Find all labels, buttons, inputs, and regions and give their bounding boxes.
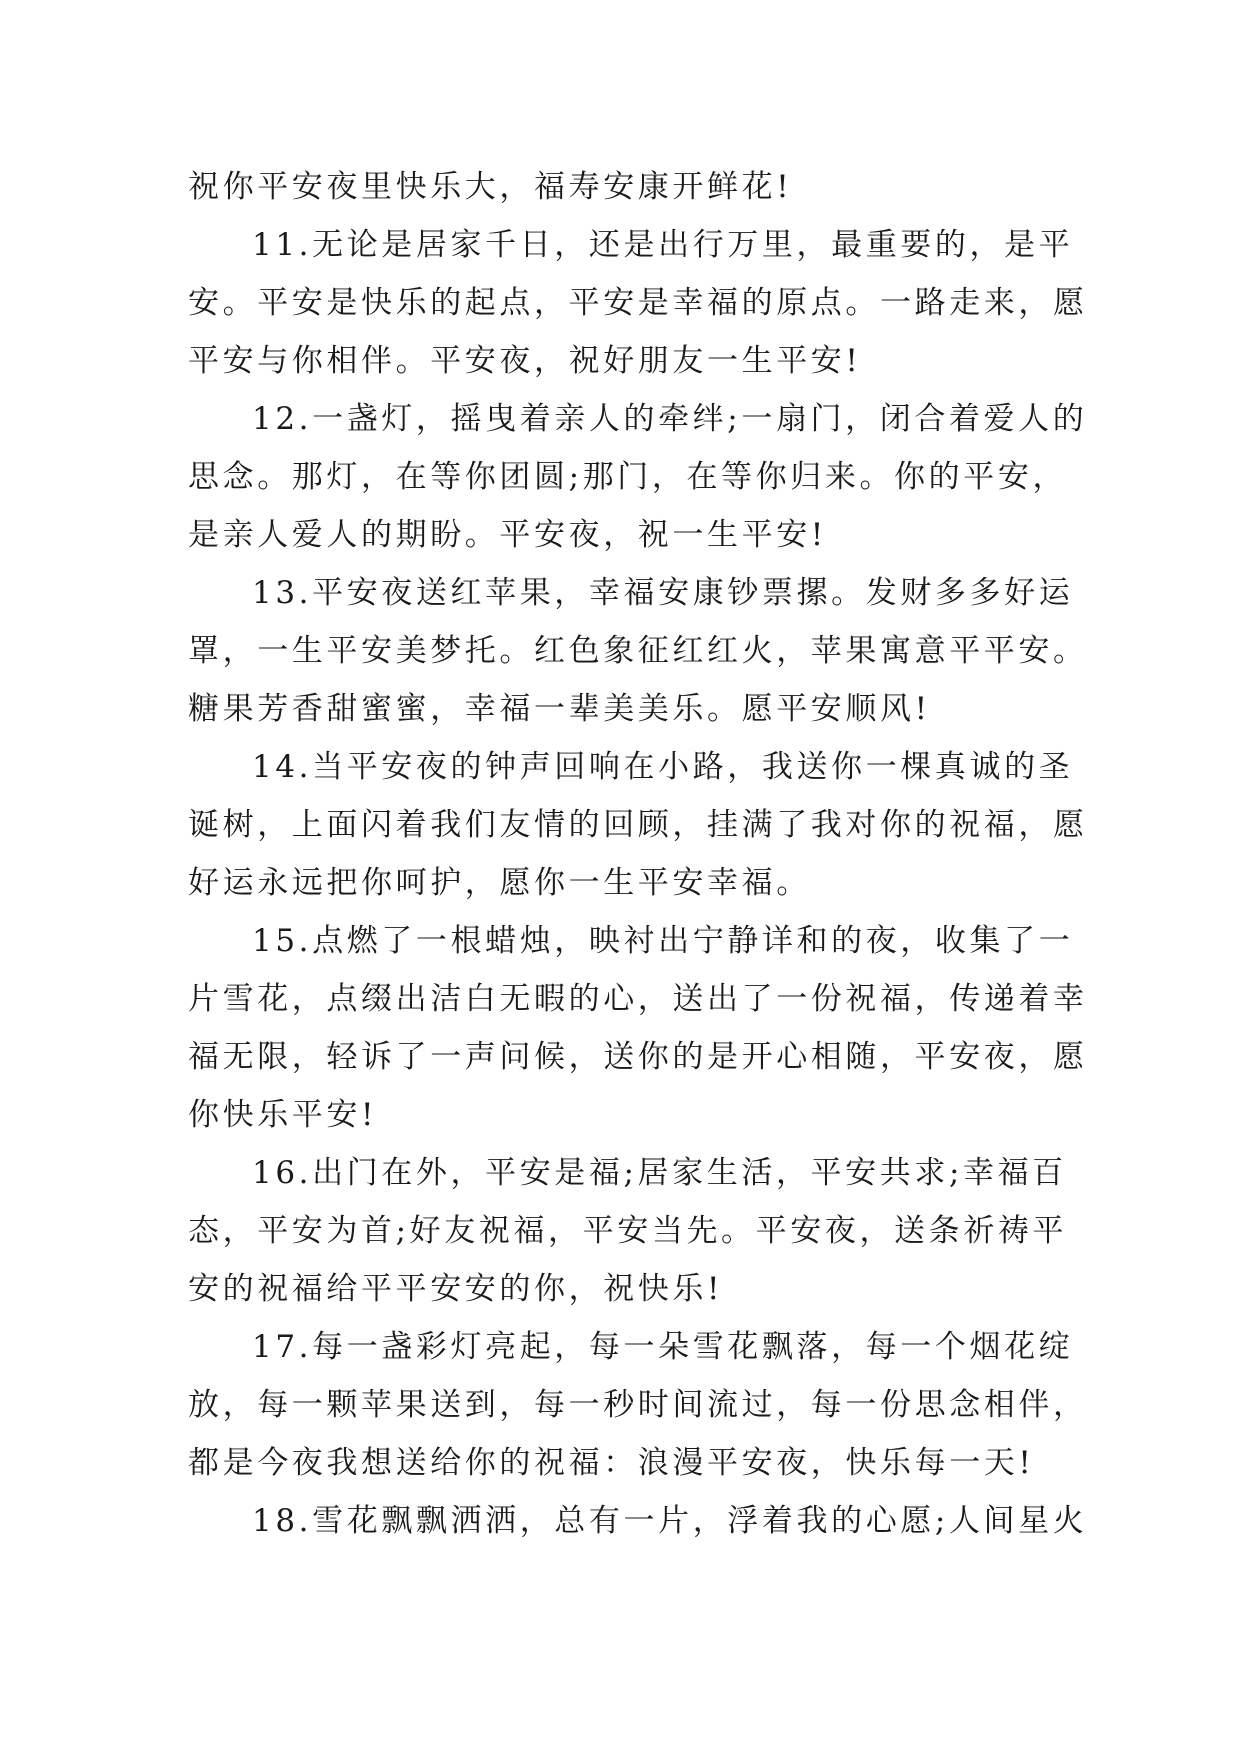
paragraph-12-line: 12.一盏灯，摇曳着亲人的牵绊;一扇门，闭合着爱人的	[252, 401, 1088, 437]
text-line: 放，每一颗苹果送到，每一秒时间流过，每一份思念相伴，	[188, 1387, 1088, 1423]
text-line: 都是今夜我想送给你的祝福：浪漫平安夜，快乐每一天!	[188, 1445, 1035, 1481]
text-line: 态，平安为首;好友祝福，平安当先。平安夜，送条祈祷平	[188, 1213, 1068, 1249]
paragraph-18-line: 18.雪花飘飘洒洒，总有一片，浮着我的心愿;人间星火	[252, 1503, 1088, 1539]
paragraph-14-line: 14.当平安夜的钟声回响在小路，我送你一棵真诚的圣	[252, 749, 1074, 785]
text-line: 片雪花，点缀出洁白无暇的心，送出了一份祝福，传递着幸	[188, 981, 1088, 1017]
paragraph-15-line: 15.点燃了一根蜡烛，映衬出宁静详和的夜，收集了一	[252, 923, 1074, 959]
paragraph-16-line: 16.出门在外，平安是福;居家生活，平安共求;幸福百	[252, 1155, 1067, 1191]
text-line: 平安与你相伴。平安夜，祝好朋友一生平安!	[188, 343, 862, 379]
text-line: 福无限，轻诉了一声问候，送你的是开心相随，平安夜，愿	[188, 1039, 1088, 1075]
paragraph-17-line: 17.每一盏彩灯亮起，每一朵雪花飘落，每一个烟花绽	[252, 1329, 1074, 1365]
paragraph-11-line: 11.无论是居家千日，还是出行万里，最重要的，是平	[252, 227, 1074, 263]
paragraph-13-line: 13.平安夜送红苹果，幸福安康钞票摞。发财多多好运	[252, 575, 1074, 611]
text-line: 你快乐平安!	[188, 1097, 378, 1133]
text-line: 祝你平安夜里快乐大，福寿安康开鲜花!	[188, 169, 793, 205]
document-body	[188, 158, 1088, 1550]
text-line: 罩，一生平安美梦托。红色象征红红火，苹果寓意平平安。	[188, 633, 1088, 669]
text-line: 安。平安是快乐的起点，平安是幸福的原点。一路走来，愿	[188, 285, 1088, 321]
text-line: 思念。那灯，在等你团圆;那门，在等你归来。你的平安，	[188, 459, 1068, 495]
text-line: 是亲人爱人的期盼。平安夜，祝一生平安!	[188, 517, 827, 553]
text-line: 诞树，上面闪着我们友情的回顾，挂满了我对你的祝福，愿	[188, 807, 1088, 843]
text-line: 糖果芳香甜蜜蜜，幸福一辈美美乐。愿平安顺风!	[188, 691, 931, 727]
text-line: 安的祝福给平平安安的你，祝快乐!	[188, 1271, 724, 1307]
text-line: 好运永远把你呵护，愿你一生平安幸福。	[188, 865, 811, 901]
